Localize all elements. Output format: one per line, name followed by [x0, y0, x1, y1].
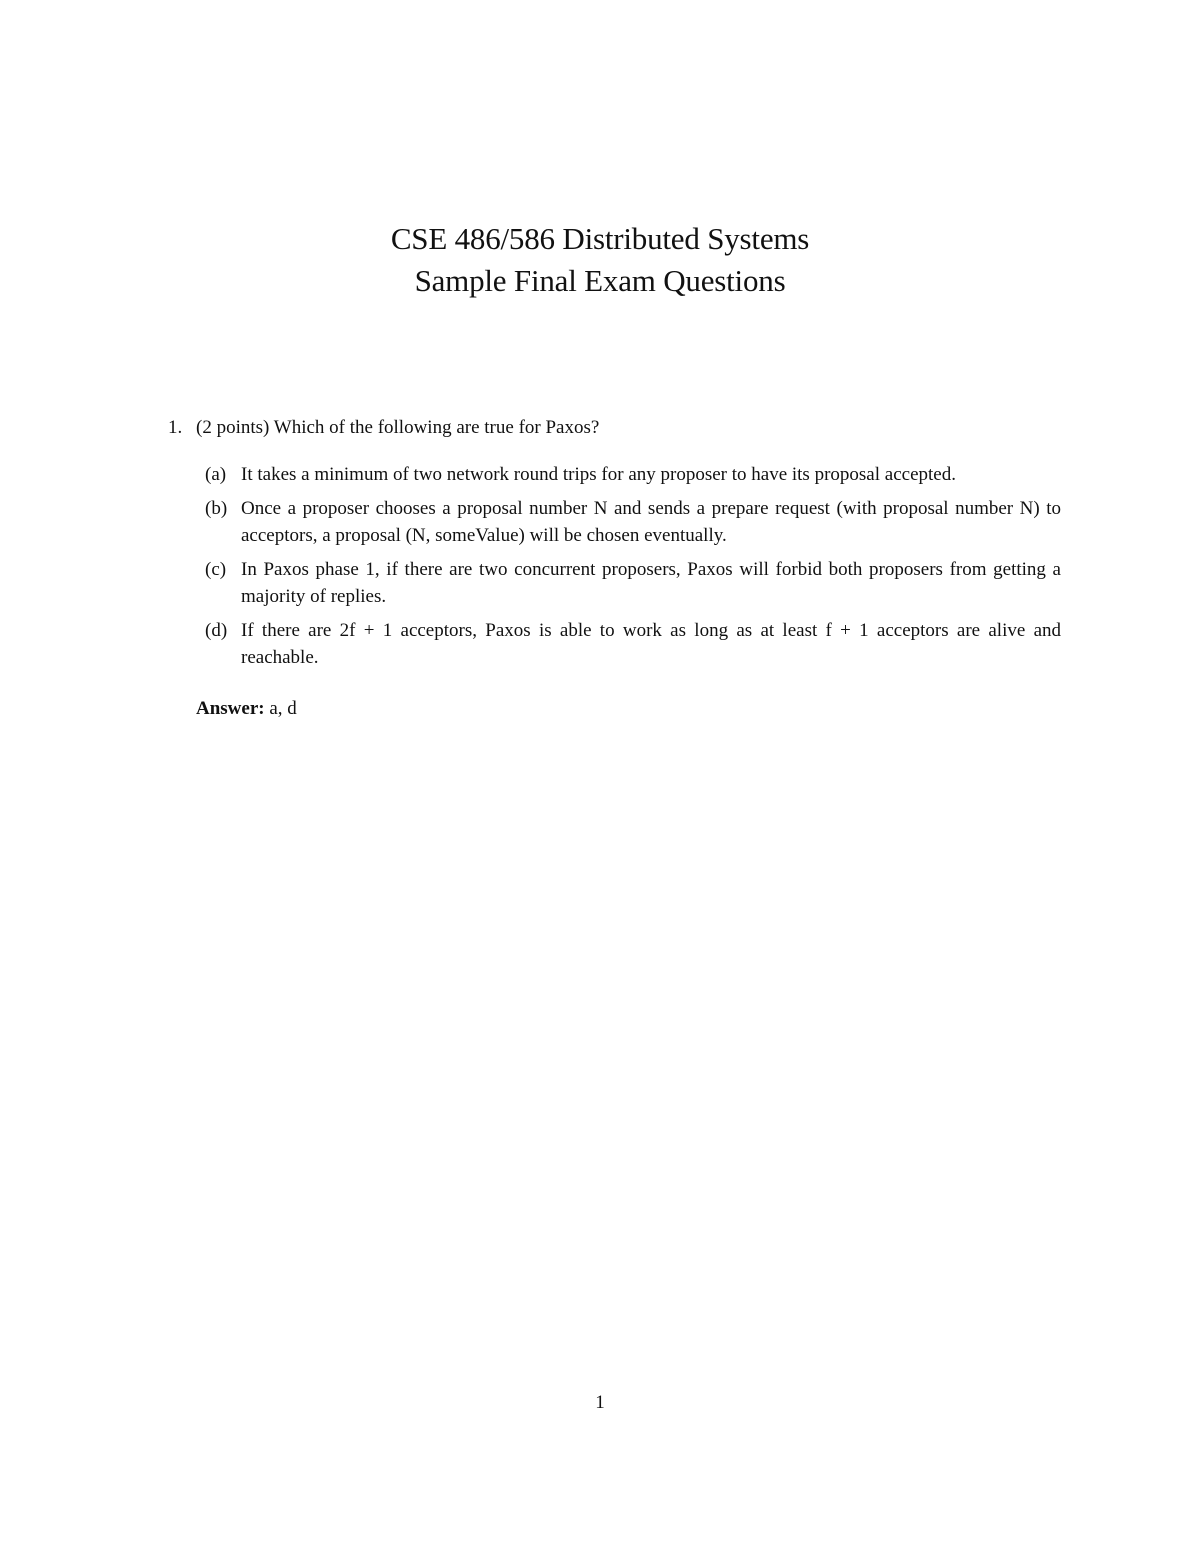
- option-label: (c): [205, 559, 227, 580]
- option-text: Once a proposer chooses a proposal number N and sends a prepare request (with proposal number N) to acceptors, a proposal (N, someValue) will be chosen eventually.: [241, 498, 1061, 546]
- answer-value: a, d: [269, 698, 297, 719]
- option-text: It takes a minimum of two network round trips for any proposer to have its proposal accepted.: [241, 464, 956, 485]
- title-block: [0, 218, 1200, 302]
- option-text: If there are 2f + 1 acceptors, Paxos is able to work as long as at least f + 1 acceptors are alive and reachable.: [241, 620, 1061, 668]
- option-list: [168, 461, 1068, 671]
- option-d: [168, 617, 1061, 671]
- option-label: (b): [205, 498, 228, 519]
- option-b: [168, 495, 1061, 549]
- answer-line: [168, 695, 1068, 722]
- page-number: 1: [595, 1392, 605, 1413]
- option-text: In Paxos phase 1, if there are two concurrent proposers, Paxos will forbid both proposers from getting a majority of replies.: [241, 559, 1061, 607]
- answer-label: Answer:: [196, 698, 265, 719]
- option-c: [168, 556, 1061, 610]
- question-number: 1.: [168, 417, 183, 438]
- question-header: [168, 414, 1068, 441]
- option-label: (d): [205, 620, 228, 641]
- question-prompt: (2 points) Which of the following are true for Paxos?: [196, 417, 600, 438]
- option-label: (a): [205, 464, 227, 485]
- exam-subtitle: Sample Final Exam Questions: [414, 263, 786, 298]
- option-a: [168, 461, 1061, 488]
- question-1: [168, 414, 1068, 722]
- course-title: CSE 486/586 Distributed Systems: [390, 221, 810, 256]
